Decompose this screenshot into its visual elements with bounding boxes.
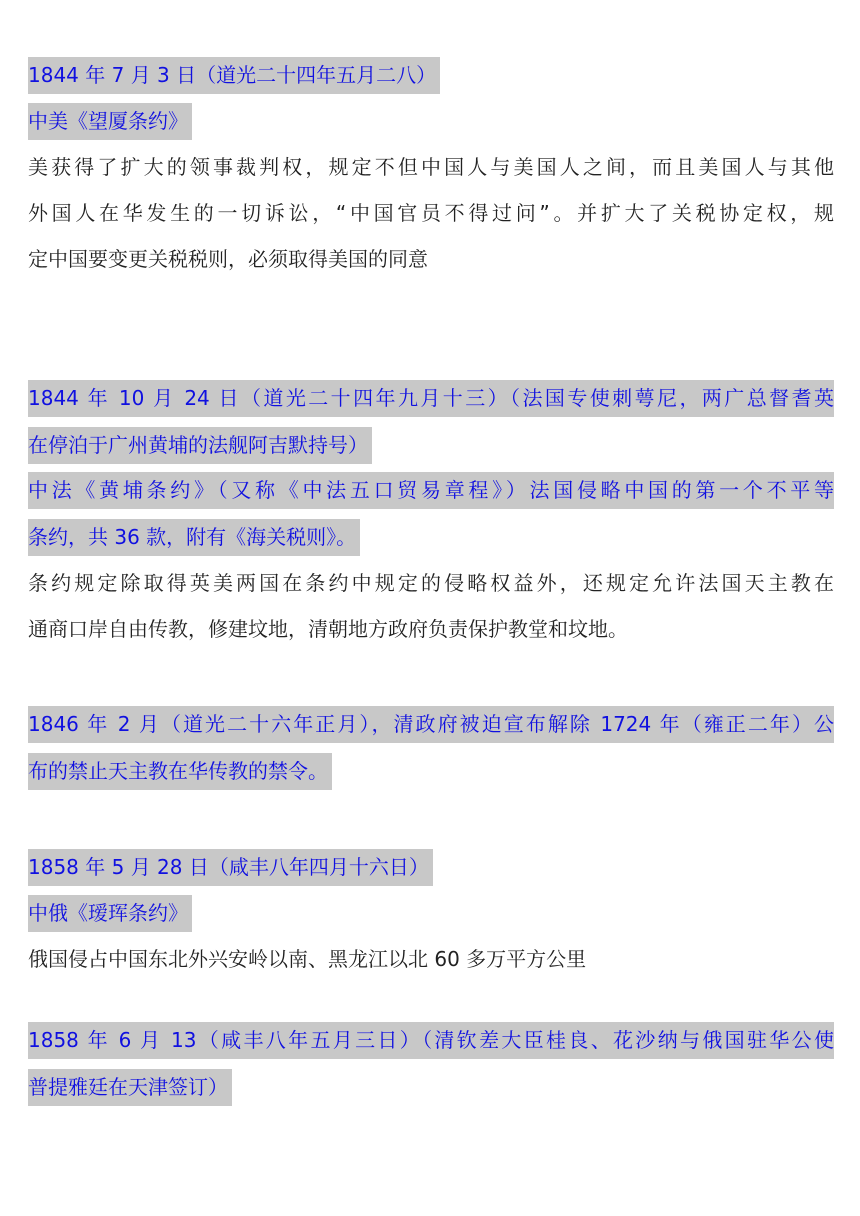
spacer <box>28 652 834 702</box>
entry-1-title-line <box>28 98 834 144</box>
entry-1-title: 中美《望厦条约》 <box>28 103 192 140</box>
spacer <box>28 282 834 376</box>
entry-1-body-line-3: 定中国要变更关税税则，必须取得美国的同意 <box>28 247 428 271</box>
entry-3-text-part-2: 布的禁止天主教在华传教的禁令。 <box>28 753 332 790</box>
document-body <box>28 52 834 1110</box>
entry-1-date-line <box>28 52 834 98</box>
entry-4-date-line <box>28 844 834 890</box>
entry-5-text-part-1: 1858 年 6 月 13（咸丰八年五月三日）（清钦差大臣桂良、花沙纳与俄国驻华公使 <box>28 1022 834 1059</box>
entry-3-line-2 <box>28 748 834 794</box>
entry-4-title-line <box>28 890 834 936</box>
entry-3-text-part-1: 1846 年 2 月（道光二十六年正月），清政府被迫宣布解除 1724 年（雍正二年）公 <box>28 706 834 743</box>
entry-2-date-line-2 <box>28 422 834 468</box>
spacer <box>28 982 834 1018</box>
spacer <box>28 794 834 844</box>
entry-1-body-line-1: 美获得了扩大的领事裁判权，规定不但中国人与美国人之间，而且美国人与其他 <box>28 155 834 179</box>
entry-2-date-part-2: 在停泊于广州黄埔的法舰阿吉默持号） <box>28 427 372 464</box>
entry-2-body-line-2: 通商口岸自由传教，修建坟地，清朝地方政府负责保护教堂和坟地。 <box>28 617 628 641</box>
entry-5-line-2 <box>28 1064 834 1110</box>
entry-5-text-part-2: 普提雅廷在天津签订） <box>28 1069 232 1106</box>
entry-4-date: 1858 年 5 月 28 日（咸丰八年四月十六日） <box>28 849 433 886</box>
entry-2-title-line-1 <box>28 468 834 514</box>
entry-2-title-part-2: 条约，共 36 款，附有《海关税则》。 <box>28 519 360 556</box>
entry-2-date-part-1: 1844 年 10 月 24 日（道光二十四年九月十三）（法国专使刺萼尼，两广总督耆英 <box>28 380 834 417</box>
entry-1-body-line-2: 外国人在华发生的一切诉讼，“中国官员不得过问”。并扩大了关税协定权，规 <box>28 201 834 225</box>
entry-4-body-line-1: 俄国侵占中国东北外兴安岭以南、黑龙江以北 60 多万平方公里 <box>28 947 587 971</box>
entry-1-date: 1844 年 7 月 3 日（道光二十四年五月二八） <box>28 57 440 94</box>
entry-2-body-line-1: 条约规定除取得英美两国在条约中规定的侵略权益外，还规定允许法国天主教在 <box>28 571 834 595</box>
entry-2-title-line-2 <box>28 514 834 560</box>
entry-2-title-part-1: 中法《黄埔条约》（又称《中法五口贸易章程》）法国侵略中国的第一个不平等 <box>28 472 834 509</box>
entry-2-date-line-1 <box>28 376 834 422</box>
entry-3-line-1 <box>28 702 834 748</box>
entry-5-line-1 <box>28 1018 834 1064</box>
entry-4-title: 中俄《瑷珲条约》 <box>28 895 192 932</box>
